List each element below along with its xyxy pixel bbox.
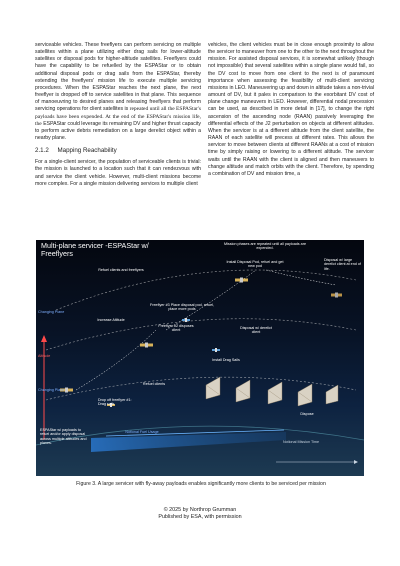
- drag-sail-5: [326, 385, 338, 404]
- label-increase-altitude: Increase Altitude: [97, 318, 125, 322]
- drag-sail-3: [268, 382, 282, 404]
- satellite-freeflyer-2: [212, 348, 220, 352]
- drag-sail-1: [206, 377, 220, 399]
- right-paragraph-1: vehicles, the client vehicles must be in close enough proximity to allow the servicer to maneuver from one to the other to the next throughout the mission. For assisted disposal services, it is somewhat unlikely (though not impossible) that several satellites within a single plane would fail, so the DV cost to move from one client to the next is of paramount importance when assessing the feasibility of multi-client servicing missions in LEO. Maneuvering up and down in altitude takes a non-trivial amount of DV, but it pales in comparison to the exorbitant DV cost of plane change maneuvers in LEO. However, differential nodal precession can be used, as described in more detail in [17], to change the right ascension of the ascending node (RAAN) passively leveraging the differential effects of the J2 perturbation on objects at different altitudes. When the servicer is at a different altitude from the client satellite, the RAAN of each satellite will precess at different rates. This allows the servicer to move between clients at different RAANs at a cost of mission time by simply raising or lowering to a different altitude. The servicer waits until the RAAN with the client is aligned and then maneuvers to change altitude and match orbits with the client. Therefore, by spending a combination of DV and mission time, a: [208, 42, 374, 177]
- label-changing-plane-2: Changing Plane: [38, 388, 65, 392]
- figure-title: Multi-plane servicer -ESPAStar w/ Freeflyers: [41, 241, 149, 259]
- label-freeflyer-3: Freeflyer #3 Place disposal pod, refuel, place more pods: [150, 303, 214, 312]
- section-heading: [35, 147, 201, 155]
- label-altitude: Altitude: [38, 354, 51, 358]
- right-text-column: [208, 42, 374, 178]
- label-espastar-payloads: ESPAStar w/ payloads to refuel and/or apply disposal across multiple altitudes and planes.: [40, 428, 87, 446]
- satellite-plane3: [235, 278, 248, 283]
- left-paragraph-1-end: ESPAStar could leverage its remaining DV and higher thrust capacity to perform active debris remediation on a large derelict object within a nearby plane.: [35, 120, 201, 142]
- section-title: Mapping Reachability: [57, 147, 117, 155]
- left-paragraph-1: [35, 42, 201, 142]
- section-number: 2.1.2: [35, 147, 49, 155]
- label-install-drag-sails: Install Drag Sails: [212, 358, 240, 362]
- figure-caption: Figure 3. A large servicer with fly-away payloads enables significantly more clients to be serviced per mission: [76, 481, 326, 487]
- label-mission-phases: Mission phases are repeated until all payloads are expended.: [224, 242, 306, 251]
- label-install-pod: Install Disposal Pod, refuel and get new pod: [226, 260, 284, 269]
- orbit-arc-middle: [46, 319, 356, 350]
- flight-path-3: [266, 270, 336, 285]
- label-drop-off-freeflyer: Drop off freeflyer #1: Drag sails: [98, 398, 132, 407]
- label-disposal-pod: Disposal w/ large derelict client at end of life.: [324, 258, 361, 271]
- satellite-derelict-end: [331, 293, 342, 298]
- drag-sail-2: [236, 380, 250, 402]
- label-refuel-clients-2: Refuel clients: [142, 382, 166, 386]
- label-refuel-clients: Refuel clients and freeflyers: [98, 268, 144, 272]
- left-paragraph-1-serif: repeated until all the ESPAStar's payloads have been expended. At the end of the ESPAStar's mission life, the: [35, 106, 201, 127]
- label-notional-time: Notional Mission Time: [282, 440, 320, 444]
- label-disposal-derelict: Disposal w/ derelict client: [240, 326, 272, 335]
- left-paragraph-2: For a single-client servicer, the population of serviceable clients is trivial: the mission is launched to a location such that it can rendezvous with and service the client vehicle. However, multi-client missions become more complex. For a single mission delivering services to multiple client: [35, 159, 201, 187]
- left-paragraph-1-text: serviceable vehicles. These freeflyers can perform servicing on multiple satellites within a plane utilizing either drag sails for lower-altitude satellites or disposal pods for higher-altitude satellites. Freeflyers could have the capability to be refuelled by the ESPAStar or to obtain additional disposal pods or drag sails from the ESPAStar, thereby extending the freeflyers' mission life to execute multiple servicing procedures. When the ESPAStar reaches the next plane, the next freeflyer is dropped off to service satellites in that plane. This sequence of manoeuvring to desired planes and releasing freeflyers that perform servicing operations for client satellites is: [35, 42, 201, 113]
- figure-illustration: [36, 240, 364, 476]
- drag-sail-4: [298, 384, 312, 406]
- label-changing-plane-1: Changing Plane: [38, 310, 65, 314]
- footer-copyright: © 2025 by Northrop Grumman: [163, 507, 237, 513]
- label-notional-fuel: Notional Fuel Usage: [125, 430, 159, 434]
- satellite-plane2: [140, 343, 153, 348]
- label-dispose: Dispose: [300, 412, 314, 416]
- left-text-column: [35, 42, 201, 188]
- label-freeflyer-2: Freeflyer #2 disposes client: [158, 324, 194, 333]
- flight-path-1: [76, 330, 156, 390]
- altitude-arrowhead: [41, 335, 47, 342]
- footer-publisher: Published by ESA, with permission: [158, 514, 242, 520]
